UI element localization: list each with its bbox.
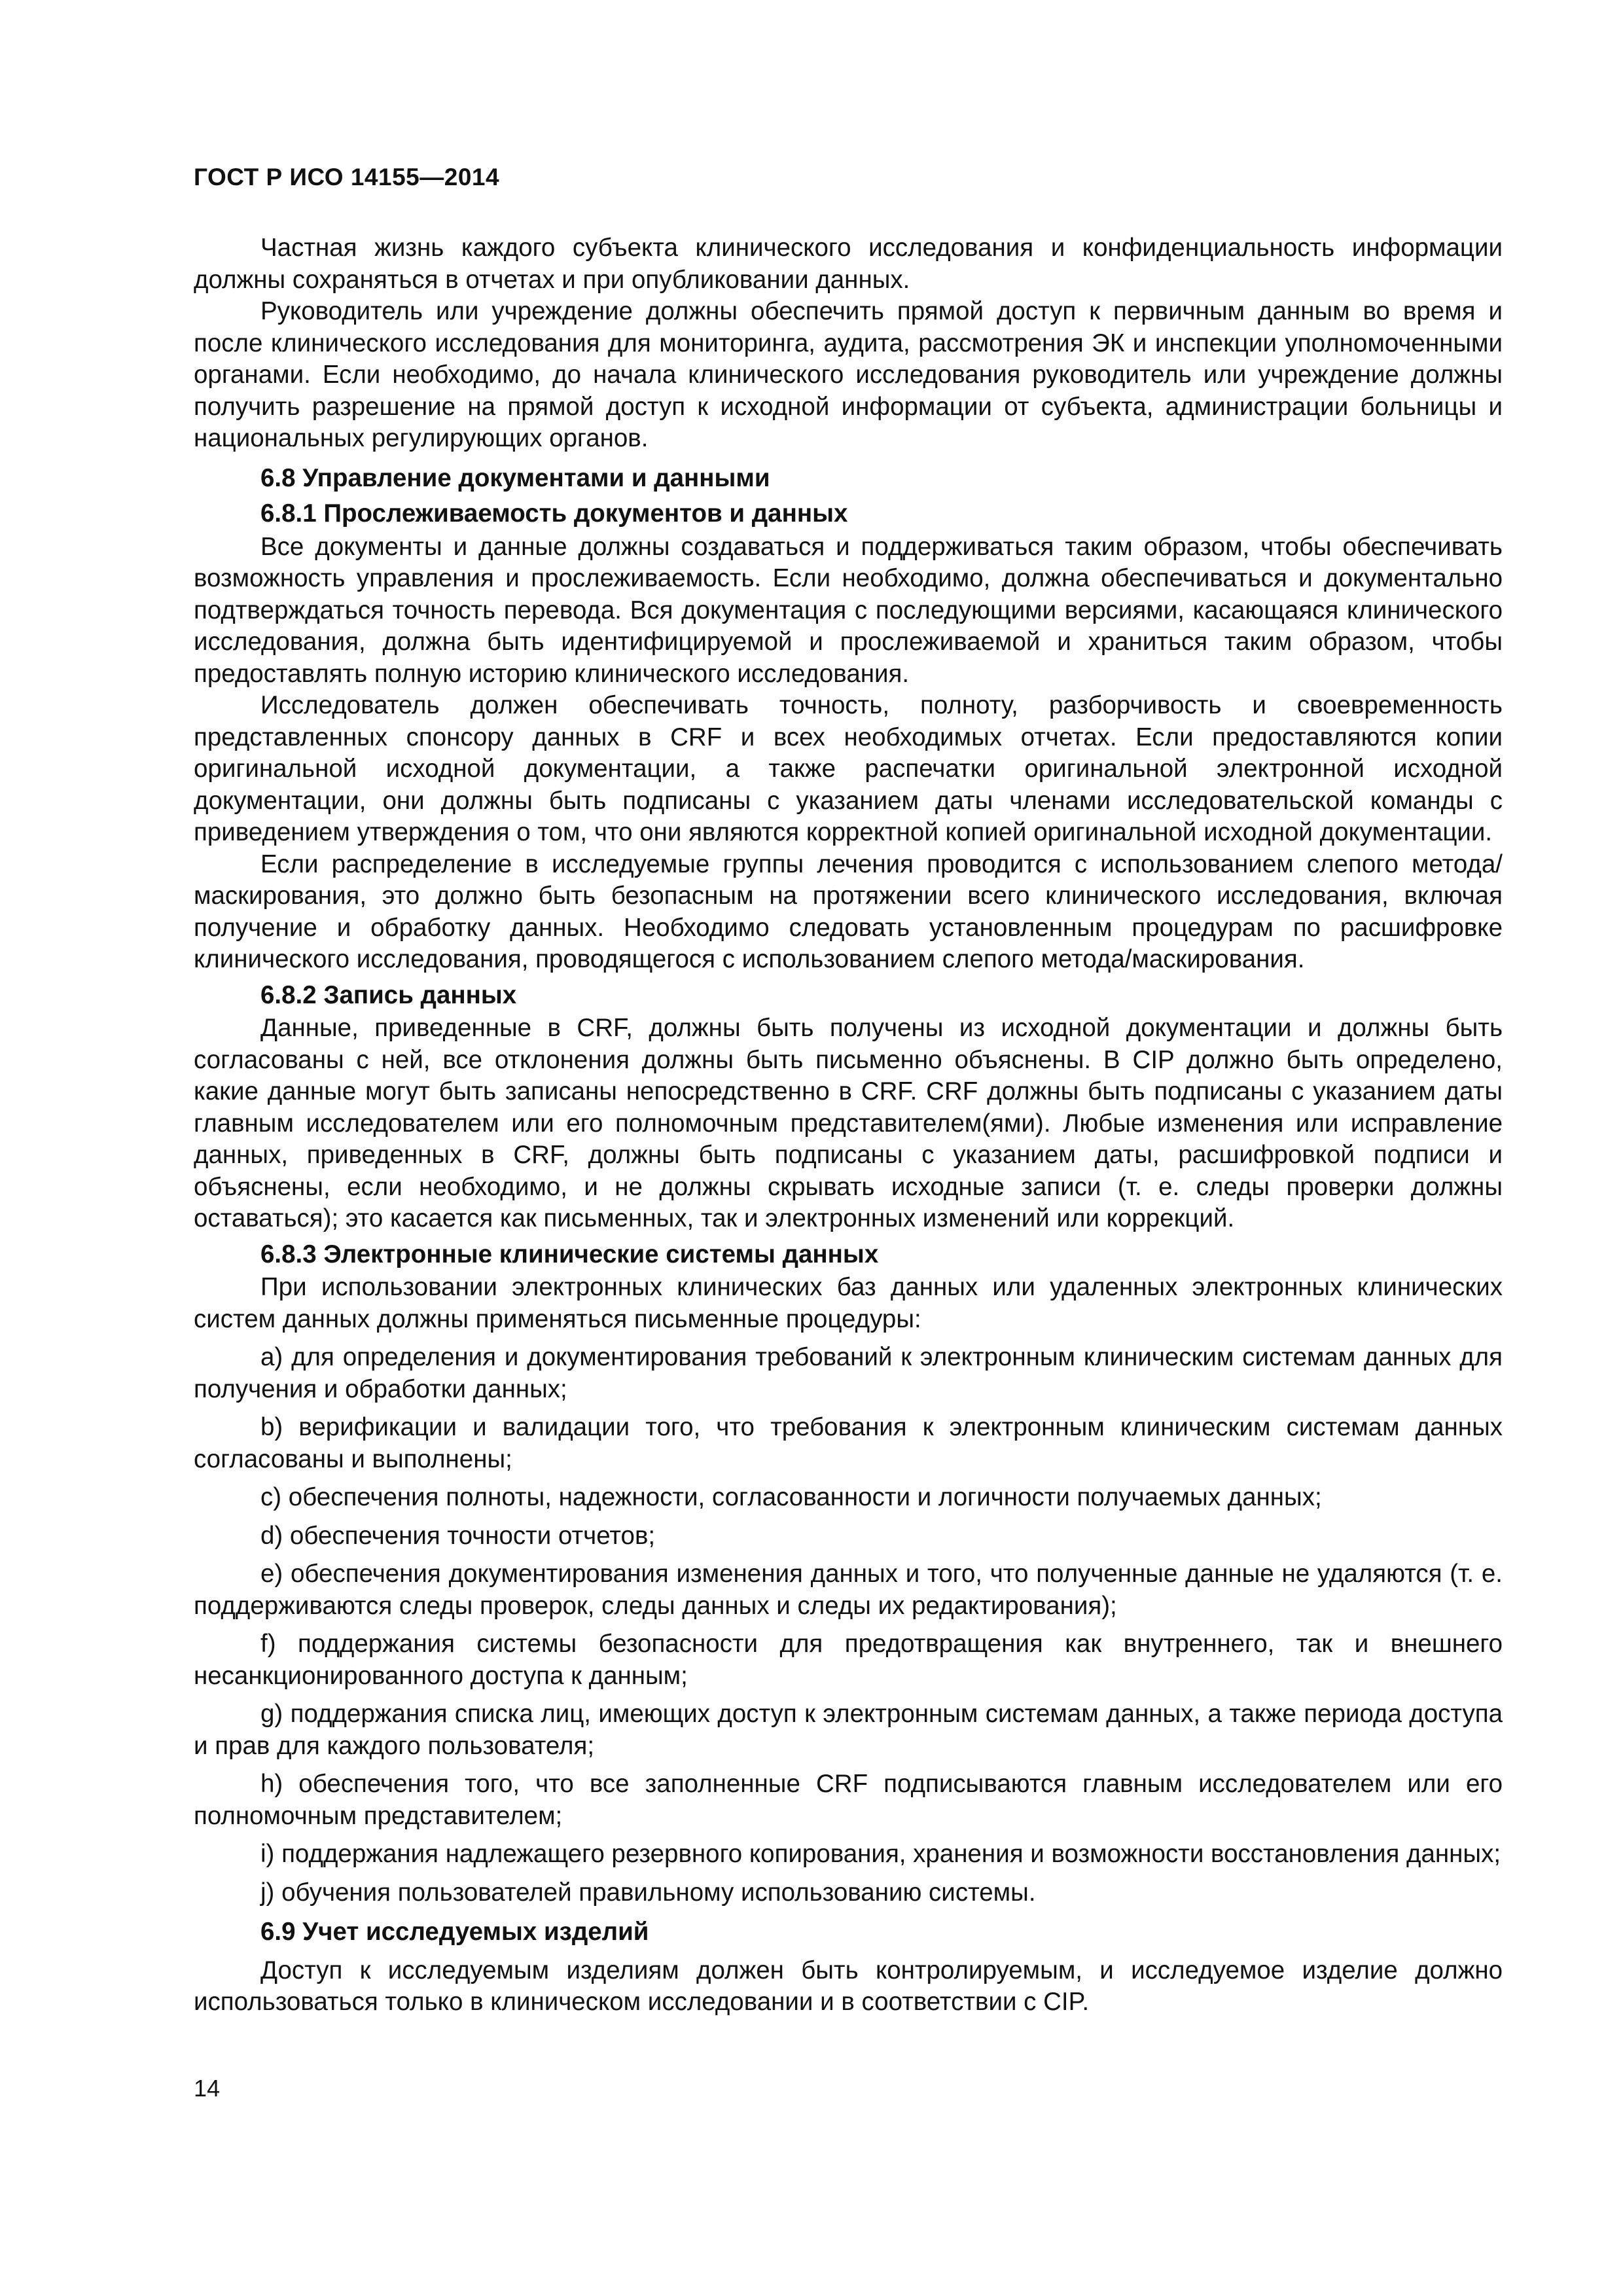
page-number: 14 (194, 2075, 221, 2102)
section-heading-6-8-3: 6.8.3 Электронные клинические системы данных (260, 1240, 879, 1268)
paragraph-direct-access: Руководитель или учреждение должны обеспечить прямой доступ к первичным данным во время и после клинического исследования для мониторинга, аудита, рассмотрения ЭК и инспекции уполномоченными органами. Если необходимо, до начала клинического исследования руководитель или учреждение должны получить разрешение на прямой доступ к исходной информации от субъекта, администрации больницы и национальных регулирующих органов. (194, 297, 1503, 452)
document-header: ГОСТ Р ИСО 14155—2014 (194, 164, 500, 190)
paragraph-privacy: Частная жизнь каждого субъекта клинического исследования и конфиденциальность информации должны сохраняться в отчетах и при опубликовании данных. (194, 234, 1503, 294)
list-item-i: i) поддержания надлежащего резервного копирования, хранения и возможности восстановления данных; (260, 1840, 1501, 1868)
paragraph-device-accountability: Доступ к исследуемым изделиям должен быть контролируемым, и исследуемое изделие должно использоваться только в клиническом исследовании и в соответствии с CIP. (194, 1956, 1503, 2016)
section-heading-6-8-1: 6.8.1 Прослеживаемость документов и данных (260, 499, 848, 528)
section-heading-6-9: 6.9 Учет исследуемых изделий (260, 1918, 649, 1946)
section-heading-6-8: 6.8 Управление документами и данными (260, 463, 770, 492)
list-item-b: b) верификации и валидации того, что требования к электронным клиническим системам данных согласованы и выполнены; (194, 1413, 1503, 1473)
paragraph-data-recording: Данные, приведенные в CRF, должны быть получены из исходной документации и должны быть согласованы с ней, все отклонения должны быть письменно объяснены. В CIP должно быть определено, какие данные могут быть записаны непосредственно в CRF. CRF должны быть подписаны с указанием даты главным исследователем или его полномочным представителем(ями). Любые изменения или исправление данных, приведенных в CRF, должны быть подписаны с указанием даты, расшифровкой подписи и объяснены, если необходимо, и не должны скрывать исходные записи (т. е. следы проверки должны оставаться); это касается как письменных, так и электронных изменений или коррекций. (194, 1014, 1503, 1232)
list-item-d: d) обеспечения точности отчетов; (260, 1521, 656, 1550)
list-item-c: c) обеспечения полноты, надежности, согласованности и логичности получаемых данных; (260, 1483, 1322, 1511)
paragraph-traceability: Все документы и данные должны создаваться и поддерживаться таким образом, чтобы обеспечивать возможность управления и прослеживаемость. Если необходимо, должна обеспечиваться и документально подтверждаться точность перевода. Вся документация с последующими версиями, касающаяся клинического исследования, должна быть идентифицируемой и прослеживаемой и храниться таким образом, чтобы предоставлять полную историю клинического исследования. (194, 532, 1503, 688)
paragraph-electronic-systems: При использовании электронных клинических баз данных или удаленных электронных клинических систем данных должны применяться письменные процедуры: (194, 1273, 1503, 1333)
paragraph-blinding: Если распределение в исследуемые группы лечения проводится с использованием слепого метода/маскирования, это должно быть безопасным на протяжении всего клинического исследования, включая получение и обработку данных. Необходимо следовать установленным процедурам по расшифровке клинического исследования, проводящегося с использованием слепого метода/маскирования. (194, 850, 1503, 973)
paragraph-investigator-accuracy: Исследователь должен обеспечивать точность, полноту, разборчивость и своевременность представленных спонсору данных в CRF и всех необходимых отчетах. Если предоставляются копии оригинальной исходной документации, а также распечатки оригинальной электронной исходной документации, они должны быть подписаны с указанием даты членами исследовательской команды с приведением утверждения о том, что они являются корректной копией оригинальной исходной документации. (194, 691, 1503, 846)
list-item-j: j) обучения пользователей правильному использованию системы. (260, 1878, 1036, 1907)
list-item-f: f) поддержания системы безопасности для предотвращения как внутреннего, так и внешнего несанкционированного доступа к данным; (194, 1630, 1503, 1690)
list-item-g: g) поддержания списка лиц, имеющих доступ к электронным системам данных, а также периода доступа и прав для каждого пользователя; (194, 1700, 1503, 1760)
list-item-h: h) обеспечения того, что все заполненные CRF подписываются главным исследователем или его полномочным представителем; (194, 1770, 1503, 1830)
list-item-a: a) для определения и документирования требований к электронным клиническим системам данных для получения и обработки данных; (194, 1343, 1503, 1403)
section-heading-6-8-2: 6.8.2 Запись данных (260, 980, 517, 1009)
list-item-e: e) обеспечения документирования изменения данных и того, что полученные данные не удаляются (т. е. поддерживаются следы проверок, следы данных и следы их редактирования); (194, 1560, 1503, 1620)
document-body (194, 232, 1503, 2018)
